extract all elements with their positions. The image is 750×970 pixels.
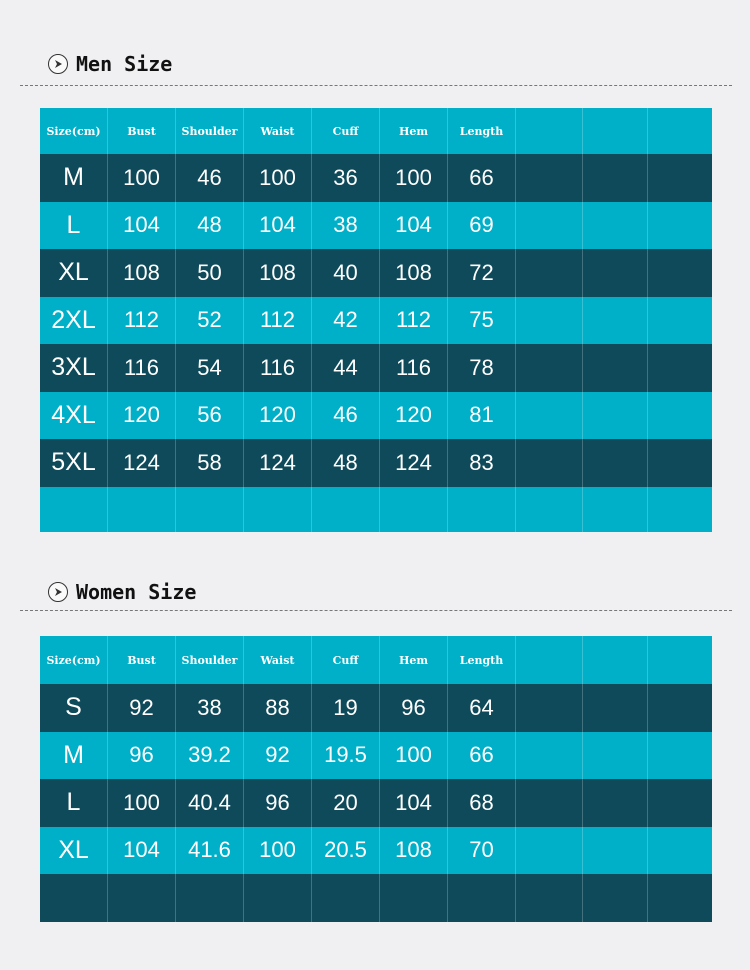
size-label: 5XL bbox=[40, 439, 108, 487]
column-header: Length bbox=[448, 636, 516, 684]
measurement-cell: 66 bbox=[448, 154, 516, 202]
empty-cell bbox=[516, 732, 583, 780]
men-size-title: Men Size bbox=[76, 52, 173, 76]
measurement-cell: 108 bbox=[108, 249, 176, 297]
men-size-heading bbox=[48, 52, 172, 76]
measurement-cell: 39.2 bbox=[176, 732, 244, 780]
empty-cell bbox=[583, 202, 648, 250]
empty-cell bbox=[312, 487, 380, 532]
empty-cell bbox=[648, 202, 712, 250]
measurement-cell: 40 bbox=[312, 249, 380, 297]
empty-cell bbox=[108, 874, 176, 922]
measurement-cell: 38 bbox=[312, 202, 380, 250]
measurement-cell: 120 bbox=[244, 392, 312, 440]
empty-cell bbox=[516, 392, 583, 440]
measurement-cell: 104 bbox=[108, 827, 176, 875]
measurement-cell: 108 bbox=[380, 249, 448, 297]
measurement-cell: 112 bbox=[108, 297, 176, 345]
column-header: Shoulder bbox=[176, 108, 244, 154]
empty-cell bbox=[648, 439, 712, 487]
empty-cell bbox=[40, 487, 108, 532]
measurement-cell: 72 bbox=[448, 249, 516, 297]
empty-cell bbox=[516, 249, 583, 297]
women-size-heading bbox=[48, 580, 196, 604]
empty-cell bbox=[583, 154, 648, 202]
measurement-cell: 116 bbox=[108, 344, 176, 392]
measurement-cell: 124 bbox=[244, 439, 312, 487]
empty-cell bbox=[516, 684, 583, 732]
empty-cell bbox=[648, 249, 712, 297]
empty-cell bbox=[583, 439, 648, 487]
women-size-title: Women Size bbox=[76, 580, 197, 604]
empty-cell bbox=[648, 827, 712, 875]
empty-cell bbox=[40, 874, 108, 922]
measurement-cell: 124 bbox=[108, 439, 176, 487]
column-header: Size(cm) bbox=[40, 108, 108, 154]
measurement-cell: 96 bbox=[108, 732, 176, 780]
empty-cell bbox=[380, 487, 448, 532]
measurement-cell: 48 bbox=[312, 439, 380, 487]
empty-cell bbox=[583, 684, 648, 732]
measurement-cell: 116 bbox=[380, 344, 448, 392]
measurement-cell: 112 bbox=[380, 297, 448, 345]
empty-cell bbox=[583, 487, 648, 532]
measurement-cell: 124 bbox=[380, 439, 448, 487]
men-size-table bbox=[40, 108, 712, 532]
measurement-cell: 100 bbox=[244, 154, 312, 202]
column-header: Shoulder bbox=[176, 636, 244, 684]
measurement-cell: 83 bbox=[448, 439, 516, 487]
measurement-cell: 108 bbox=[244, 249, 312, 297]
empty-cell bbox=[648, 874, 712, 922]
empty-cell bbox=[448, 874, 516, 922]
measurement-cell: 46 bbox=[176, 154, 244, 202]
measurement-cell: 104 bbox=[108, 202, 176, 250]
measurement-cell: 96 bbox=[380, 684, 448, 732]
empty-cell bbox=[516, 344, 583, 392]
measurement-cell: 100 bbox=[380, 154, 448, 202]
size-label: S bbox=[40, 684, 108, 732]
measurement-cell: 48 bbox=[176, 202, 244, 250]
measurement-cell: 112 bbox=[244, 297, 312, 345]
play-arrow-icon bbox=[48, 54, 68, 74]
empty-cell bbox=[448, 487, 516, 532]
empty-cell bbox=[516, 874, 583, 922]
empty-cell bbox=[583, 874, 648, 922]
measurement-cell: 104 bbox=[244, 202, 312, 250]
size-label: 3XL bbox=[40, 344, 108, 392]
empty-cell bbox=[583, 249, 648, 297]
measurement-cell: 58 bbox=[176, 439, 244, 487]
empty-cell bbox=[648, 779, 712, 827]
empty-cell bbox=[648, 108, 712, 154]
measurement-cell: 46 bbox=[312, 392, 380, 440]
measurement-cell: 50 bbox=[176, 249, 244, 297]
measurement-cell: 78 bbox=[448, 344, 516, 392]
measurement-cell: 68 bbox=[448, 779, 516, 827]
empty-cell bbox=[516, 827, 583, 875]
measurement-cell: 41.6 bbox=[176, 827, 244, 875]
measurement-cell: 38 bbox=[176, 684, 244, 732]
size-label: L bbox=[40, 779, 108, 827]
empty-cell bbox=[583, 344, 648, 392]
empty-cell bbox=[108, 487, 176, 532]
women-size-table bbox=[40, 636, 712, 922]
empty-cell bbox=[516, 779, 583, 827]
column-header: Cuff bbox=[312, 108, 380, 154]
measurement-cell: 108 bbox=[380, 827, 448, 875]
measurement-cell: 96 bbox=[244, 779, 312, 827]
measurement-cell: 120 bbox=[108, 392, 176, 440]
column-header: Bust bbox=[108, 108, 176, 154]
measurement-cell: 92 bbox=[108, 684, 176, 732]
measurement-cell: 19.5 bbox=[312, 732, 380, 780]
column-header: Waist bbox=[244, 108, 312, 154]
women-divider bbox=[20, 610, 732, 611]
size-label: 4XL bbox=[40, 392, 108, 440]
empty-cell bbox=[516, 636, 583, 684]
empty-cell bbox=[648, 392, 712, 440]
measurement-cell: 104 bbox=[380, 779, 448, 827]
empty-cell bbox=[648, 732, 712, 780]
empty-cell bbox=[244, 487, 312, 532]
measurement-cell: 100 bbox=[244, 827, 312, 875]
measurement-cell: 52 bbox=[176, 297, 244, 345]
empty-cell bbox=[648, 487, 712, 532]
empty-cell bbox=[516, 487, 583, 532]
empty-cell bbox=[244, 874, 312, 922]
column-header: Hem bbox=[380, 108, 448, 154]
size-label: XL bbox=[40, 249, 108, 297]
column-header: Hem bbox=[380, 636, 448, 684]
measurement-cell: 100 bbox=[108, 779, 176, 827]
size-label: M bbox=[40, 154, 108, 202]
empty-cell bbox=[648, 684, 712, 732]
empty-cell bbox=[516, 297, 583, 345]
measurement-cell: 20.5 bbox=[312, 827, 380, 875]
measurement-cell: 20 bbox=[312, 779, 380, 827]
measurement-cell: 66 bbox=[448, 732, 516, 780]
measurement-cell: 92 bbox=[244, 732, 312, 780]
empty-cell bbox=[176, 874, 244, 922]
measurement-cell: 75 bbox=[448, 297, 516, 345]
measurement-cell: 70 bbox=[448, 827, 516, 875]
empty-cell bbox=[176, 487, 244, 532]
measurement-cell: 56 bbox=[176, 392, 244, 440]
empty-cell bbox=[648, 636, 712, 684]
empty-cell bbox=[516, 439, 583, 487]
empty-cell bbox=[583, 827, 648, 875]
measurement-cell: 69 bbox=[448, 202, 516, 250]
empty-cell bbox=[312, 874, 380, 922]
empty-cell bbox=[583, 297, 648, 345]
empty-cell bbox=[648, 344, 712, 392]
measurement-cell: 88 bbox=[244, 684, 312, 732]
measurement-cell: 100 bbox=[380, 732, 448, 780]
measurement-cell: 19 bbox=[312, 684, 380, 732]
empty-cell bbox=[583, 779, 648, 827]
column-header: Size(cm) bbox=[40, 636, 108, 684]
measurement-cell: 104 bbox=[380, 202, 448, 250]
empty-cell bbox=[648, 297, 712, 345]
column-header: Bust bbox=[108, 636, 176, 684]
measurement-cell: 81 bbox=[448, 392, 516, 440]
size-label: XL bbox=[40, 827, 108, 875]
empty-cell bbox=[583, 108, 648, 154]
column-header: Waist bbox=[244, 636, 312, 684]
measurement-cell: 100 bbox=[108, 154, 176, 202]
measurement-cell: 36 bbox=[312, 154, 380, 202]
column-header: Length bbox=[448, 108, 516, 154]
measurement-cell: 120 bbox=[380, 392, 448, 440]
measurement-cell: 42 bbox=[312, 297, 380, 345]
size-label: L bbox=[40, 202, 108, 250]
column-header: Cuff bbox=[312, 636, 380, 684]
measurement-cell: 40.4 bbox=[176, 779, 244, 827]
empty-cell bbox=[516, 154, 583, 202]
empty-cell bbox=[516, 202, 583, 250]
empty-cell bbox=[648, 154, 712, 202]
empty-cell bbox=[583, 636, 648, 684]
empty-cell bbox=[583, 392, 648, 440]
measurement-cell: 44 bbox=[312, 344, 380, 392]
measurement-cell: 54 bbox=[176, 344, 244, 392]
men-divider bbox=[20, 85, 732, 86]
size-label: M bbox=[40, 732, 108, 780]
measurement-cell: 116 bbox=[244, 344, 312, 392]
empty-cell bbox=[516, 108, 583, 154]
empty-cell bbox=[380, 874, 448, 922]
size-label: 2XL bbox=[40, 297, 108, 345]
empty-cell bbox=[583, 732, 648, 780]
play-arrow-icon bbox=[48, 582, 68, 602]
measurement-cell: 64 bbox=[448, 684, 516, 732]
